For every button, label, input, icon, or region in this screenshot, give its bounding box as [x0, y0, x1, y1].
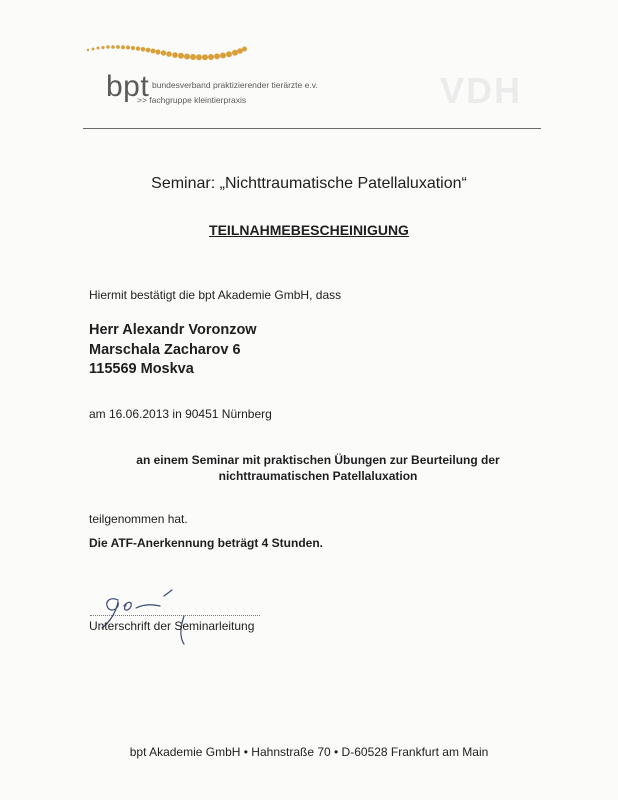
handwritten-signature — [80, 588, 270, 648]
logo-subgroup: >> fachgruppe kleintierpraxis — [137, 95, 247, 105]
seminar-description — [100, 452, 536, 484]
footer-address: bpt Akademie GmbH • Hahnstraße 70 • D-60528 Frankfurt am Main — [129, 745, 489, 759]
vdh-watermark-logo: VDH — [440, 70, 523, 111]
recipient-street: Marschala Zacharov 6 — [89, 342, 241, 358]
recipient-name: Herr Alexandr Voronzow — [89, 322, 257, 338]
date-place: am 16.06.2013 in 90451 Nürnberg — [89, 407, 272, 421]
intro-text: Hiermit bestätigt die bpt Akademie GmbH, dass — [89, 288, 342, 302]
seminar-title: Seminar: „Nichttraumatische Patellaluxation“ — [151, 175, 467, 192]
certificate-heading: TEILNAHMEBESCHEINIGUNG — [209, 222, 409, 238]
seminar-description-line1: an einem Seminar mit praktischen Übungen zur Beurteilung der — [136, 453, 500, 467]
seminar-description-line2: nichttraumatischen Patellaluxation — [218, 469, 418, 483]
bpt-logo-dots — [86, 42, 251, 72]
recipient-city: 115569 Moskva — [89, 361, 194, 377]
signature-label: Unterschrift der Seminarleitung — [89, 619, 255, 633]
bpt-logo-text: bpt — [106, 70, 150, 103]
participation-text: teilgenommen hat. — [89, 512, 188, 526]
logo-org-name: bundesverband praktizierender tierärzte e.v. — [152, 80, 318, 90]
header-divider — [83, 128, 541, 129]
atf-recognition: Die ATF-Anerkennung beträgt 4 Stunden. — [89, 536, 324, 550]
